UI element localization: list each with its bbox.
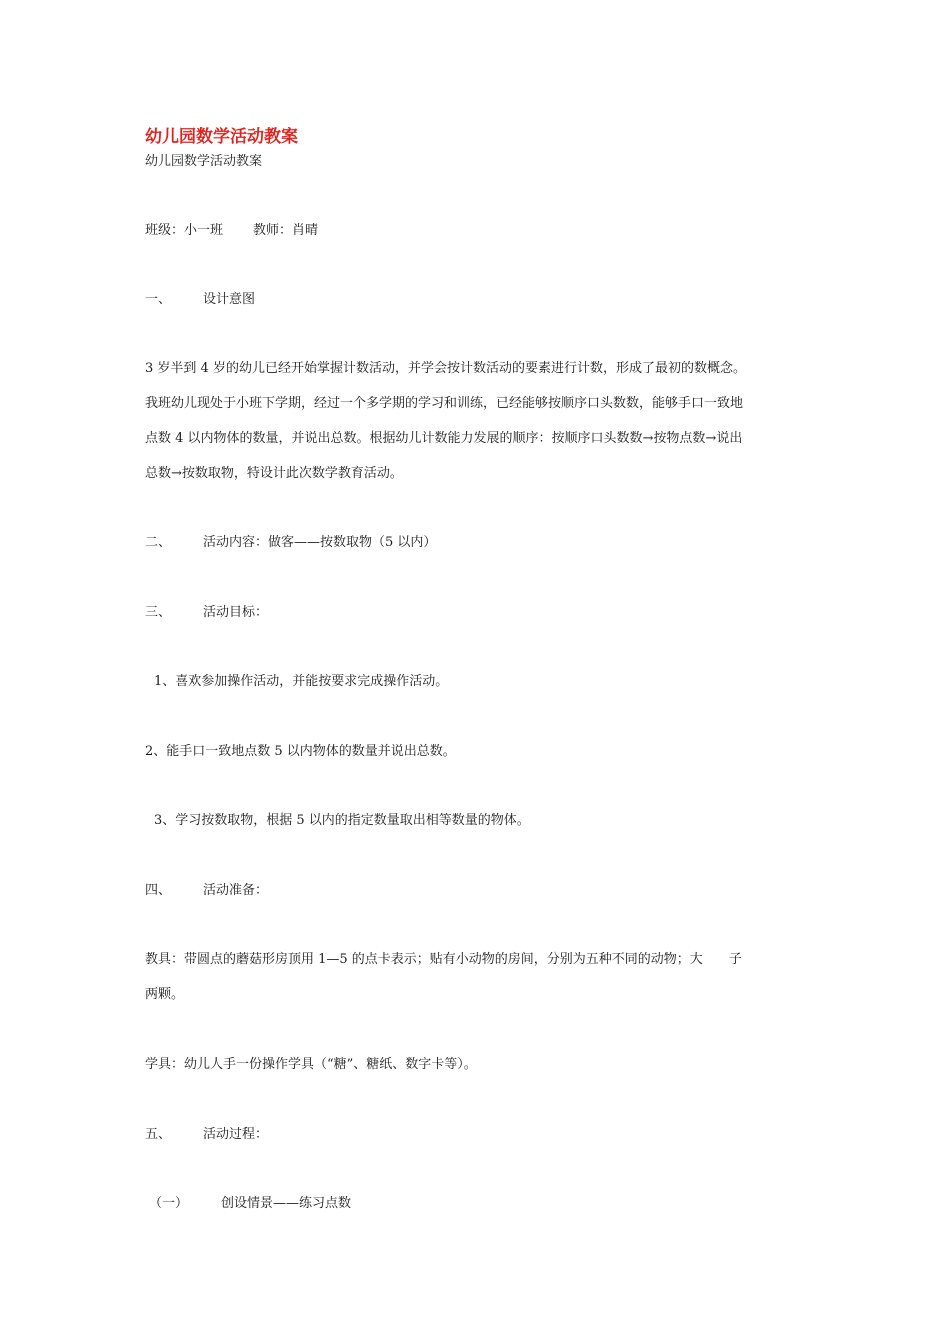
section-number: 一、	[145, 292, 172, 307]
section-heading-3	[145, 604, 268, 622]
section-title: 设计意图	[203, 292, 256, 307]
goal-item: 2、能手口一致地点数 5 以内物体的数量并说出总数。	[145, 744, 456, 759]
class-info-line	[145, 222, 318, 240]
section-number: 四、	[145, 883, 172, 898]
student-tools-line: 学具：幼儿人手一份操作学具（“糖”、糖纸、数字卡等）。	[145, 1057, 477, 1072]
paragraph-line: 我班幼儿现处于小班下学期，经过一个多学期的学习和训练，已经能够按顺序口头数数，能够手口一致地	[145, 396, 744, 411]
paragraph-line: 点数 4 以内物体的数量，并说出总数。根据幼儿计数能力发展的顺序：按顺序口头数数→按物点数→说出	[145, 431, 743, 446]
teacher-tools-line	[145, 951, 742, 969]
section-heading-4	[145, 882, 268, 900]
section-title: 活动过程：	[203, 1127, 269, 1142]
paragraph-line: 3 岁半到 4 岁的幼儿已经开始掌握计数活动，并学会按计数活动的要素进行计数，形成了最初的数概念。	[145, 361, 746, 376]
section-title: 活动目标：	[203, 605, 269, 620]
section-heading-1	[145, 291, 255, 309]
class-label: 班级：小一班	[145, 223, 224, 238]
section-number: 二、	[145, 535, 172, 550]
section-heading-2	[145, 534, 436, 552]
doc-subtitle: 幼儿园数学活动教案	[145, 154, 263, 169]
goal-item: 3、学习按数取物，根据 5 以内的指定数量取出相等数量的物体。	[154, 813, 530, 828]
section-number: 三、	[145, 605, 172, 620]
section-title: 活动准备：	[203, 883, 269, 898]
subsection-number: （一）	[149, 1196, 189, 1211]
teacher-tools-text: 教具：带圆点的蘑菇形房顶用 1—5 的点卡表示；贴有小动物的房间，分别为五种不同的动物；大	[145, 952, 703, 967]
goal-item: 1、喜欢参加操作活动，并能按要求完成操作活动。	[154, 674, 449, 689]
section-title: 活动内容：做客——按数取物（5 以内）	[203, 535, 437, 550]
section-heading-5	[145, 1126, 268, 1144]
teacher-label: 教师：肖晴	[253, 223, 319, 238]
subsection-heading-1	[149, 1195, 351, 1213]
teacher-tools-line-2: 两颗。	[145, 987, 185, 1002]
subsection-title: 创设情景——练习点数	[221, 1196, 352, 1211]
teacher-tools-text-tail: 子	[728, 952, 742, 967]
paragraph-line: 总数→按数取物，特设计此次数学教育活动。	[145, 466, 403, 481]
doc-title: 幼儿园数学活动教案	[145, 127, 298, 147]
section-number: 五、	[145, 1127, 172, 1142]
